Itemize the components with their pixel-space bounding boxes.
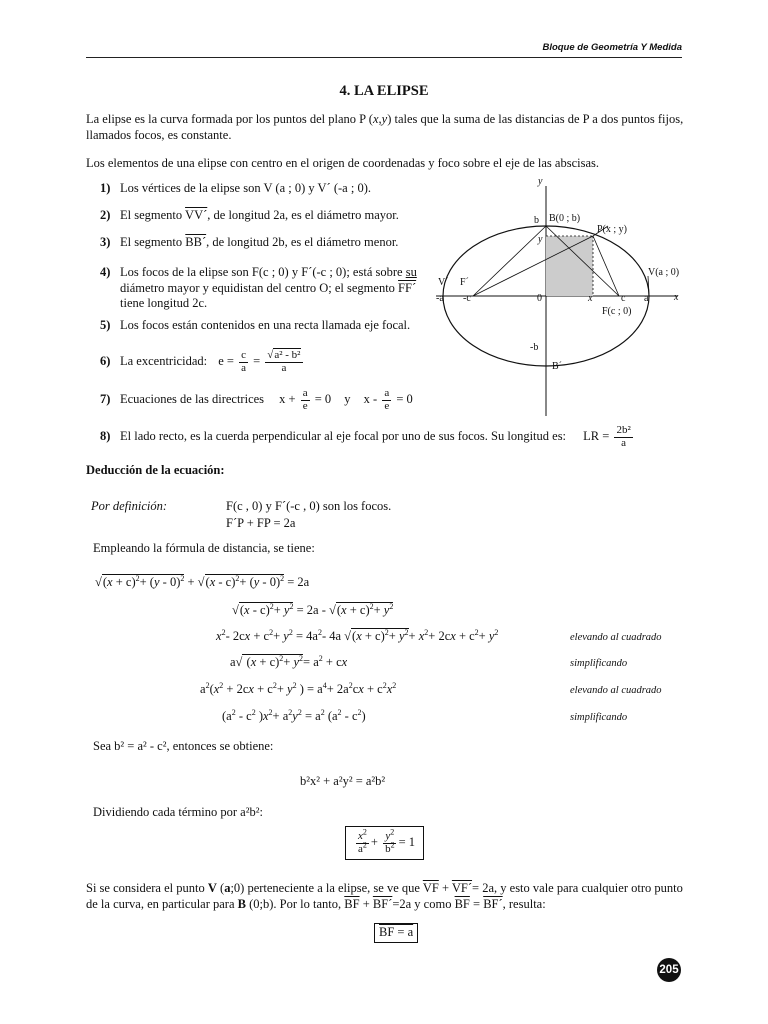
equation-6: ($a^2 - c^2$ )$x^2+ a^2y^2 = a^2$ $(a^2 - c^2)$ (222, 707, 366, 723)
segment-p-f (593, 236, 619, 296)
list-item: 2) El segmento VV´, de longitud 2a, es el diámetro mayor. (100, 208, 399, 222)
label-F: F(c ; 0) (602, 306, 632, 317)
list-item: 3) El segmento BB´, de longitud 2b, es el diámetro menor. (100, 235, 399, 249)
segment-b-fprime (473, 226, 546, 296)
distance-formula-intro: Empleando la fórmula de distancia, se tiene: (93, 541, 315, 555)
page-title: 4. LA ELIPSE (339, 83, 429, 99)
section-header: Bloque de Geometría Y Medida (542, 42, 682, 53)
list-item: 6) La excentricidad: e = $\frac{c}{a}$ = $\frac{\text{√a² - b²}}{a}$ (100, 349, 301, 374)
intro-paragraph: La elipse es la curva formada por los puntos del plano P (x,y) tales que la suma de las distancias de P a dos puntos fijos, llamados focos, es constante. (86, 112, 684, 142)
reduced-equation: b²x² + a²y² = a²b² (300, 774, 386, 788)
ellipse-diagram (428, 172, 690, 420)
v-pointer (648, 276, 649, 294)
elements-intro: Los elementos de una elipse con centro en el origen de coordenadas y foco sobre el eje de las abscisas. (86, 156, 600, 170)
label-y-axis: y (538, 176, 543, 187)
bf-result-box: BF = a (374, 923, 418, 943)
label-x-tick: x (588, 293, 593, 304)
sum-statement: F´P + FP = 2a (226, 516, 296, 530)
step-note: elevando al cuadrado (570, 685, 662, 696)
label-V: V(a ; 0) (648, 267, 680, 278)
step-note: simplificando (570, 658, 628, 669)
label-a: a (644, 293, 649, 304)
label-c: c (621, 293, 626, 304)
label-y-seg: y (538, 234, 543, 245)
page-number: 205 (657, 958, 681, 982)
shaded-region (546, 236, 593, 296)
list-item: 1) Los vértices de la elipse son V (a ; 0) y V´ (-a ; 0). (100, 181, 371, 195)
substitution-text: Sea b² = a² - c², entonces se obtiene: (93, 739, 274, 753)
equation-2: $√(x - c)^2+ y^2 = 2a - √(x + c)^2+ y^2$ (232, 601, 394, 617)
list-item: 8) El lado recto, es la cuerda perpendicular al eje focal por uno de sus focos. Su longitud es: LR = $\frac{\text{2b²}}{a}$ (100, 424, 631, 449)
label-Vprime: V´ (438, 277, 449, 288)
equation-4: a√ $(x + c)^2+ y^2= a^2$ + cx (230, 653, 348, 669)
header-rule (86, 57, 682, 58)
label-minus-a: -a (436, 293, 444, 304)
equation-1: $√(x + c)^2+ (y - 0)^2 + √(x - c)^2+ (y - 0)^2 = 2a$ (95, 573, 310, 589)
deduction-heading: Deducción de la ecuación: (86, 463, 225, 477)
label-b: b (534, 215, 539, 226)
list-item: 5) Los focos están contenidos en una recta llamada eje focal. (100, 318, 411, 332)
equation-3: $x^2-$ $2cx + c^2+ y^2 = 4a^2-$ 4a $√(x + c)^2+ y^2+ x^2+ 2cx + c^2+ y^2$ (216, 627, 499, 643)
list-item: 4) Los focos de la elipse son F(c ; 0) y F´(-c ; 0); está sobre su diámetro mayor y equidistan del centro O; el segmento FF´ tiene longitud 2c. (100, 265, 417, 311)
label-x-axis: x (674, 292, 679, 303)
ellipse-equation-box: $\frac{x^2}{a^2}$ + $\frac{y^2}{b^2}$ = 1 (345, 826, 424, 860)
equation-5: $a^2(x^2 + 2cx + c^2+ y^2$ ) = $a^4+ 2a^2cx + c^2x^2$ (200, 680, 397, 696)
list-item: 7) Ecuaciones de las directrices x + $\frac{a}{e}$ = 0 y x - $\frac{a}{e}$ = 0 (100, 387, 413, 412)
divide-text: Dividiendo cada término por a²b²: (93, 805, 263, 819)
step-note: simplificando (570, 712, 628, 723)
label-Fprime: F´ (460, 277, 469, 288)
by-definition-label: Por definición: (91, 499, 168, 513)
foci-statement: F(c , 0) y F´(-c , 0) son los focos. (226, 499, 392, 513)
conclusion-paragraph: Si se considera el punto V (a;0) perteneciente a la elipse, se ve que $\overline{VF}$ + VF´= 2a, y esto vale para cualquier otro punto de la curva, en particular para B (0;b). Por lo tanto, $\overline{BF}$ + BF´=2a y como $\overline{BF}$ = BF´, resulta: (86, 881, 683, 911)
step-note: elevando al cuadrado (570, 632, 662, 643)
label-Bprime: B´ (552, 361, 562, 372)
label-zero: 0 (537, 293, 542, 304)
label-minus-b: -b (530, 342, 539, 353)
label-P: P(x ; y) (597, 224, 627, 235)
label-minus-c: -c (463, 293, 471, 304)
label-B: B(0 ; b) (549, 213, 581, 224)
